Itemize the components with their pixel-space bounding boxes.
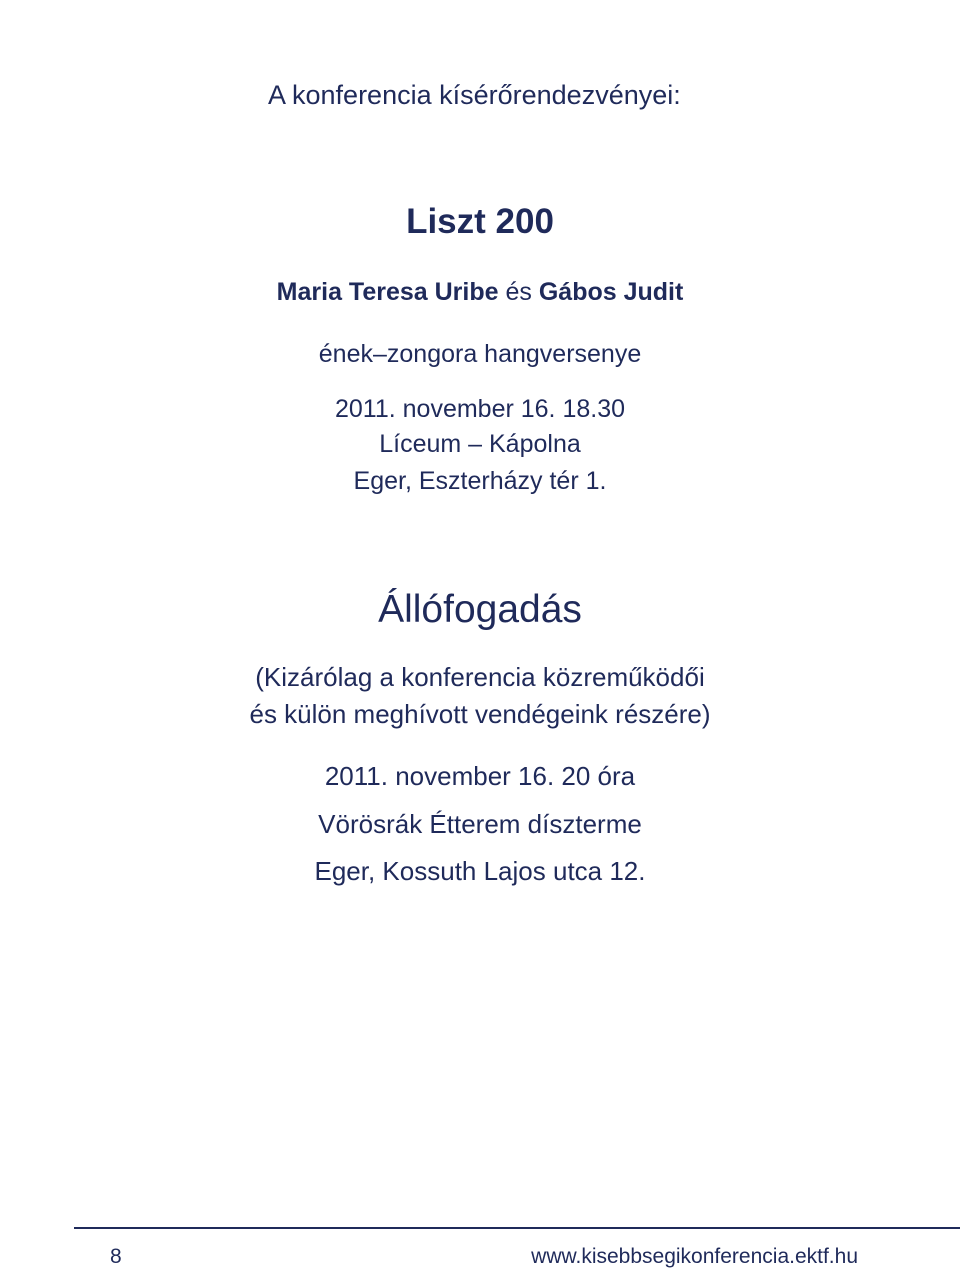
performer-2: Gábos Judit — [538, 278, 684, 306]
performer-1: Maria Teresa Uribe — [276, 278, 499, 306]
performer-connector: és — [505, 278, 532, 306]
event1-date: 2011. november 16. 18.30 — [334, 395, 626, 423]
section-heading: A konferencia kísérőrendezvényei: — [268, 80, 681, 110]
event2-note-line2: és külön meghívott vendégeink részére) — [249, 699, 711, 729]
event1-address: Eger, Eszterházy tér 1. — [353, 467, 607, 495]
event2-venue: Vörösrák Étterem díszterme — [318, 809, 642, 839]
page-number: 8 — [110, 1245, 122, 1268]
event-subtitle: ének–zongora hangversenye — [318, 340, 642, 368]
event-title-liszt: Liszt 200 — [406, 202, 554, 241]
event2-note-line1: (Kizárólag a konferencia közreműködői — [255, 662, 705, 692]
event-performers — [0, 276, 960, 308]
event1-venue: Líceum – Kápolna — [379, 430, 581, 458]
footer-divider — [74, 1227, 960, 1229]
event2-address: Eger, Kossuth Lajos utca 12. — [314, 856, 646, 886]
event2-date: 2011. november 16. 20 óra — [324, 761, 636, 791]
event-title-reception: Állófogadás — [378, 588, 582, 631]
footer-website-link[interactable]: www.kisebbsegikonferencia.ektf.hu — [531, 1245, 858, 1268]
